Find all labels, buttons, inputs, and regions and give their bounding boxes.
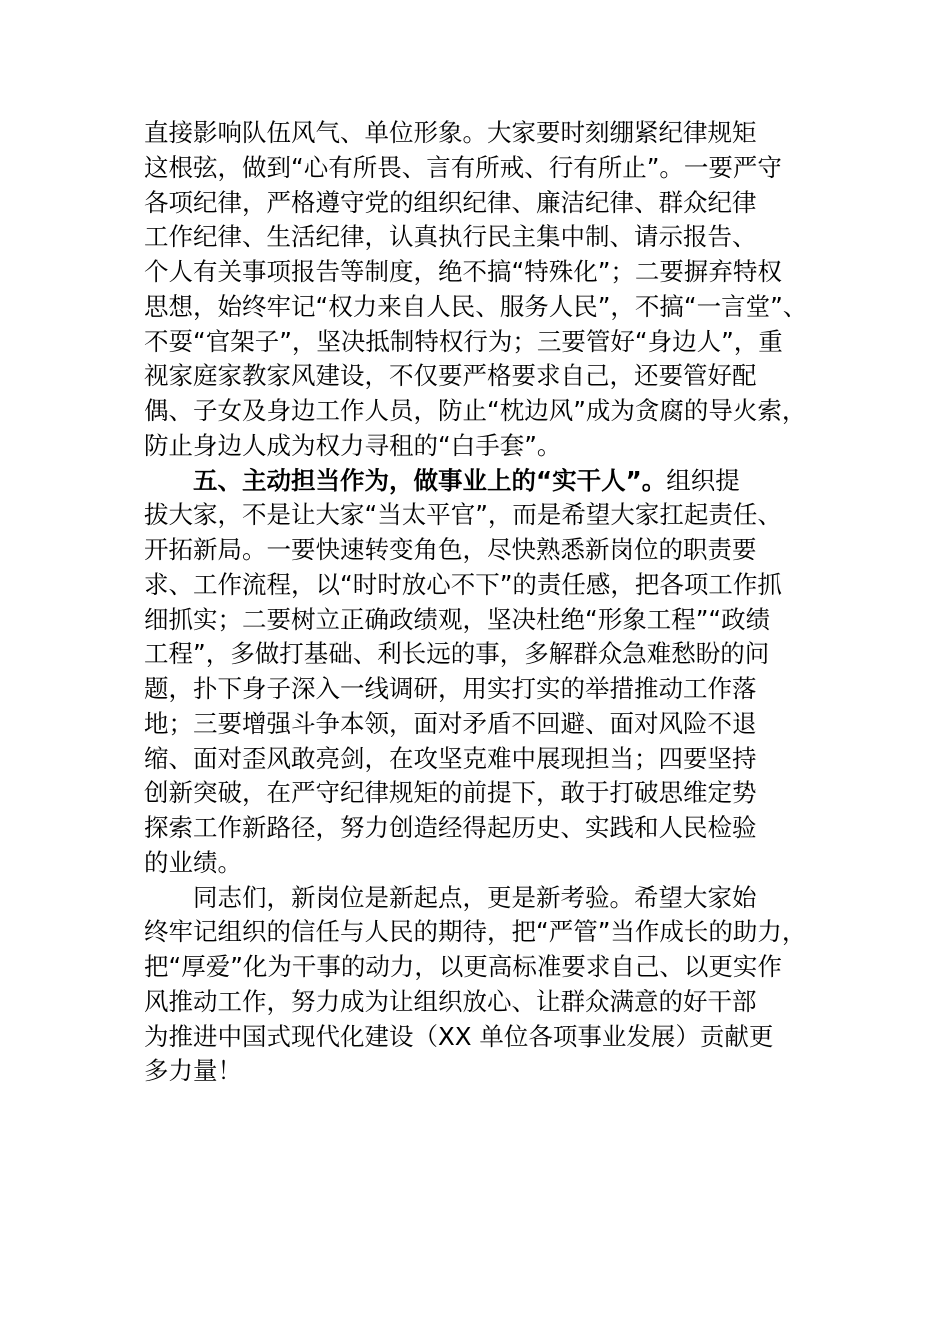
text-line: 视家庭家教家风建设，不仅要严格要求自己，还要管好配 xyxy=(144,361,757,391)
text-line: 细抓实；二要树立正确政绩观，坚决杜绝“形象工程”“政绩 xyxy=(144,604,771,634)
text-line: 开拓新局。一要快速转变角色，尽快熟悉新岗位的职责要 xyxy=(144,535,757,564)
text-line: 的业绩。 xyxy=(144,847,242,877)
text-line: 拔大家，不是让大家“当太平官”，而是希望大家扛起责任、 xyxy=(144,500,782,530)
text-line: 风推动工作，努力成为让组织放心、让群众满意的好干部 xyxy=(144,986,757,1016)
paragraph-discipline xyxy=(144,116,834,464)
text-line: 题，扑下身子深入一线调研，用实打实的举措推动工作落 xyxy=(144,674,757,703)
text-line: 各项纪律，严格遵守党的组织纪律、廉洁纪律、群众纪律 xyxy=(144,187,757,217)
text-line: 缩、面对歪风敢亮剑，在攻坚克难中展现担当；四要坚持 xyxy=(144,743,757,773)
text-line: 终牢记组织的信任与人民的期待，把“严管”当作成长的助力， xyxy=(144,917,807,947)
text-line: 防止身边人成为权力寻租的“白手套”。 xyxy=(144,430,562,460)
text-run: 组织提 xyxy=(666,465,740,495)
section-heading: 五、主动担当作为，做事业上的“实干人”。 xyxy=(193,465,667,495)
document-body xyxy=(144,116,834,1089)
section-heading-line xyxy=(144,464,834,499)
paragraph-closing xyxy=(144,881,834,1090)
text-line: 探索工作新路径，努力创造经得起历史、实践和人民检验 xyxy=(144,813,757,842)
text-line: 多力量！ xyxy=(144,1056,242,1086)
text-line: 地；三要增强斗争本领，面对矛盾不回避、面对风险不退 xyxy=(144,708,757,738)
text-line: 直接影响队伍风气、单位形象。大家要时刻绷紧纪律规矩 xyxy=(144,118,757,147)
text-line: 工程”，多做打基础、利长远的事，多解群众急难愁盼的问 xyxy=(144,639,770,669)
text-line: 创新突破，在严守纪律规矩的前提下，敢于打破思维定势 xyxy=(144,778,757,808)
text-line: 思想，始终牢记“权力来自人民、服务人民”，不搞“一言堂”、 xyxy=(144,291,808,321)
text-line: 为推进中国式现代化建设（XX 单位各项事业发展）贡献更 xyxy=(144,1021,774,1051)
text-line: 把“厚爱”化为干事的动力，以更高标准要求自己、以更实作 xyxy=(144,952,782,981)
text-line: 求、工作流程，以“时时放心不下”的责任感，把各项工作抓 xyxy=(144,569,782,599)
text-line: 不耍“官架子”，坚决抵制特权行为；三要管好“身边人”，重 xyxy=(144,326,783,356)
text-line: 这根弦，做到“心有所畏、言有所戒、行有所止”。一要严守 xyxy=(144,152,782,182)
paragraph-section-five xyxy=(144,464,834,881)
text-line: 偶、子女及身边工作人员，防止“枕边风”成为贪腐的导火索， xyxy=(144,396,807,425)
text-line: 同志们，新岗位是新起点，更是新考验。希望大家始 xyxy=(193,882,757,912)
text-line: 个人有关事项报告等制度，绝不搞“特殊化”；二要摒弃特权 xyxy=(144,257,782,286)
text-line: 工作纪律、生活纪律，认真执行民主集中制、请示报告、 xyxy=(144,222,757,252)
